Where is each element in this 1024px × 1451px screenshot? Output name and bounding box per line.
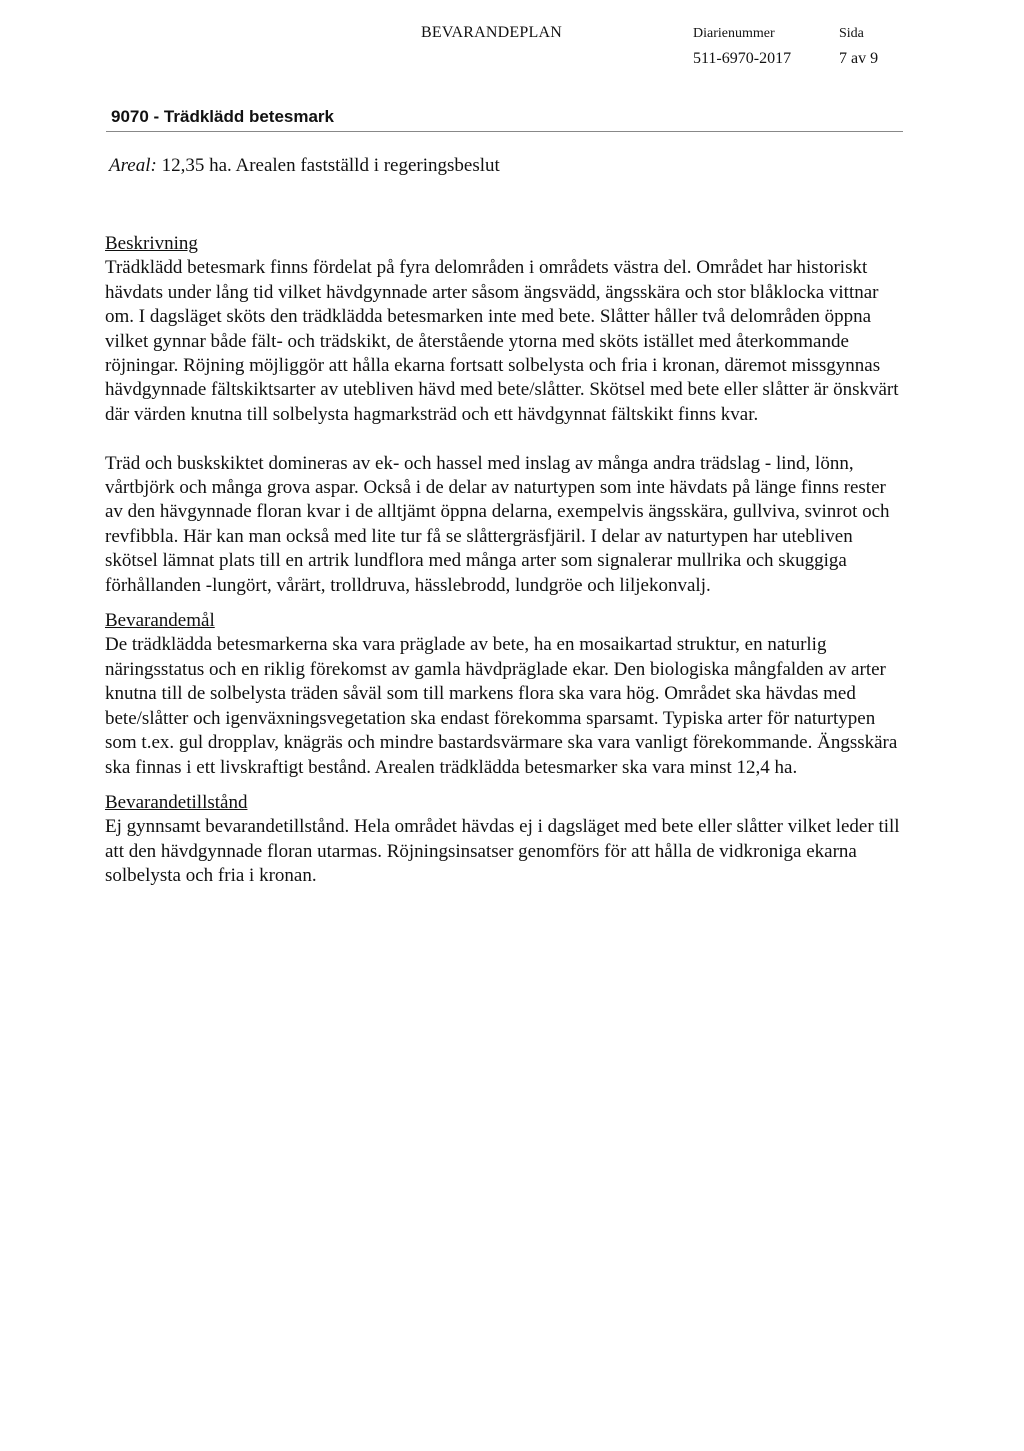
diarienummer-label: Diarienummer (693, 26, 775, 41)
beskrivning-paragraph-2: Träd och buskskiktet domineras av ek- och hassel med inslag av många andra trädslag - lind, lönn, vårtbjörk och många grova aspar. Också i de delar av naturtypen som inte hävdats på länge finns rester av den hävgynnade floran kvar i de alltjämt öppna delarna, exempelvis ängsskära, gullviva, svinrot och revfibbla. Här kan man också med lite tur få se slåttergräsfjäril. I delar av naturtypen har utebliven skötsel lämnat plats till en artrik lundflora med många arter som signalerar mullrika och skuggiga förhållanden -lungört, vårärt, trolldruva, hässlebrodd, lundgröe och liljekonvalj. (105, 452, 890, 596)
areal-text: 12,35 ha. Arealen fastställd i regeringsbeslut (156, 155, 500, 176)
sida-label: Sida (839, 26, 864, 41)
diarienummer-block (693, 24, 791, 70)
page-number-block (839, 24, 878, 70)
bevarandetillstand-paragraph: Ej gynnsamt bevarandetillstånd. Hela området hävdas ej i dagsläget med bete eller slåtter vilket leder till att den hävdgynnade floran utarmas. Röjningsinsatser genomförs för att hålla de vidkroniga ekarna solbelysta och fria i kronan. (105, 816, 900, 887)
diarienummer-value: 511-6970-2017 (693, 50, 792, 67)
areal-line (109, 153, 500, 179)
bevarandetillstand-heading: Bevarandetillstånd (105, 791, 248, 813)
beskrivning-heading: Beskrivning (105, 233, 198, 254)
areal-label: Areal: (109, 155, 157, 176)
document-body (105, 232, 905, 889)
section-title: 9070 - Trädklädd betesmark (111, 107, 335, 126)
section-spacer (105, 598, 905, 609)
heading-divider (106, 131, 903, 132)
document-type: BEVARANDEPLAN (421, 24, 562, 41)
beskrivning-paragraph-1: Trädklädd betesmark finns fördelat på fyra delområden i områdets västra del. Området har historiskt hävdats under lång tid vilket hävdgynnade arter såsom ängsvädd, ängsskära och stor blåklocka vittnar om. I dagsläget sköts den trädklädda betesmarken inte med bete. Slåtter håller två delområden öppna vilket gynnar både fält- och trädskikt, de återstående ytorna med sköts istället med återkommande röjningar. Röjning möjliggör att hålla ekarna fortsatt solbelysta och fria i kronan, däremot missgynnas hävdgynnade fältskiktsarter av utebliven hävd med bete/slåtter. Skötsel med bete eller slåtter är önskvärt där värden knutna till solbelysta hagmarksträd och ett hävdgynnat fältskikt finns kvar. (105, 257, 899, 425)
paragraph-spacer (105, 427, 905, 451)
section-spacer (105, 780, 905, 791)
sida-value: 7 av 9 (839, 50, 879, 67)
bevarandemal-heading: Bevarandemål (105, 610, 215, 632)
bevarandemal-paragraph: De trädklädda betesmarkerna ska vara präglade av bete, ha en mosaikartad struktur, en naturlig näringsstatus och en riklig förekomst av gamla hävdpräglade ekar. Den biologiska mångfalden av arter knutna till de solbelysta träden såväl som till markens flora ska vara hög. Området ska hävdas med bete/slåtter och igenväxningsvegetation ska endast förekomma sparsamt. Typiska arter för naturtypen som t.ex. gul dropplav, knägräs och mindre bastardsvärmare ska vara vanligt förekommande. Ängsskära ska finnas i ett livskraftigt bestånd. Arealen trädklädda betesmarker ska vara minst 12,4 ha. (105, 634, 898, 778)
